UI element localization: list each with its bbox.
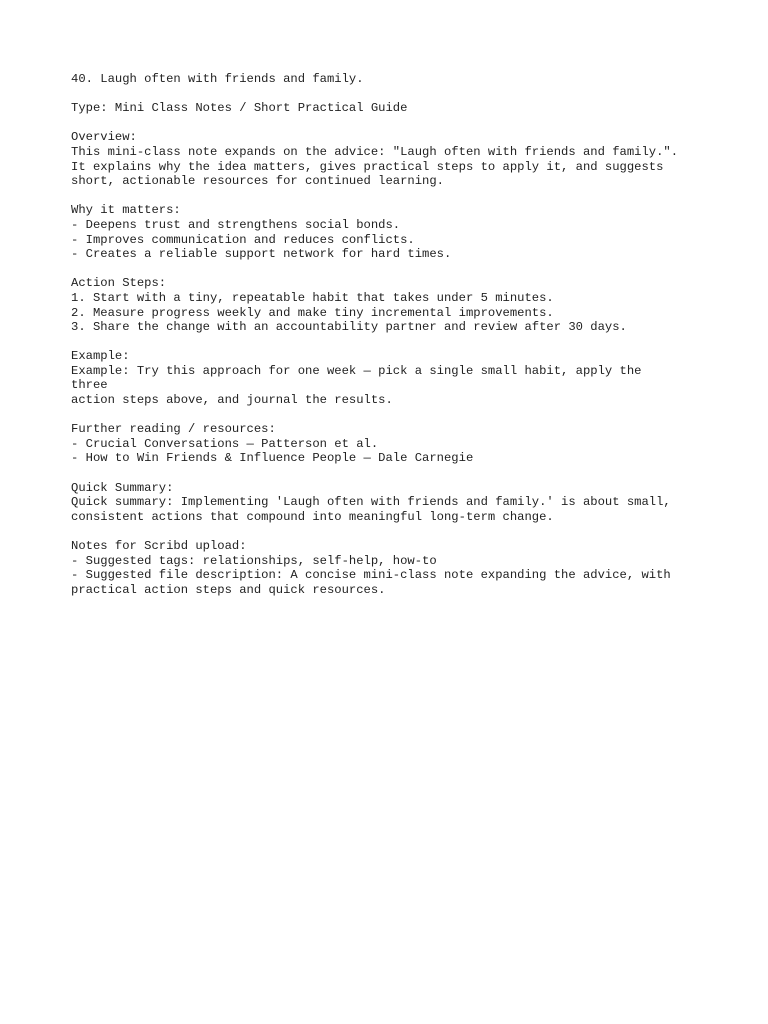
overview-line: short, actionable resources for continued learning. <box>71 174 444 189</box>
example-line: three <box>71 378 108 393</box>
blank-line <box>71 189 711 204</box>
summary-heading: Quick Summary: <box>71 480 174 495</box>
reading-item: - Crucial Conversations — Patterson et al. <box>71 436 379 451</box>
example-line: Example: Try this approach for one week — pick a single small habit, apply the <box>71 363 642 378</box>
why-item: - Improves communication and reduces conflicts. <box>71 232 415 247</box>
document-title: 40. Laugh often with friends and family. <box>71 72 364 86</box>
why-item: - Deepens trust and strengthens social bonds. <box>71 217 401 232</box>
blank-line <box>71 466 711 481</box>
document-type-line: Type: Mini Class Notes / Short Practical Guide <box>71 101 408 116</box>
example-heading: Example: <box>71 349 130 364</box>
notes-heading: Notes for Scribd upload: <box>71 539 247 553</box>
step-item: 3. Share the change with an accountability partner and review after 30 days. <box>71 320 627 335</box>
example-line: action steps above, and journal the results. <box>71 393 393 408</box>
summary-line: Quick summary: Implementing 'Laugh often with friends and family.' is about small, <box>71 495 671 510</box>
blank-line <box>71 262 711 277</box>
overview-heading: Overview: <box>71 130 137 145</box>
blank-line <box>71 524 711 539</box>
blank-line <box>71 116 711 131</box>
why-item: - Creates a reliable support network for hard times. <box>71 247 452 262</box>
reading-item: - How to Win Friends & Influence People — Dale Carnegie <box>71 451 474 466</box>
document-text <box>71 72 711 597</box>
overview-line: This mini-class note expands on the advice: "Laugh often with friends and family.". <box>71 144 679 159</box>
summary-line: consistent actions that compound into meaningful long-term change. <box>71 509 554 524</box>
notes-item: practical action steps and quick resources. <box>71 582 386 597</box>
overview-line: It explains why the idea matters, gives practical steps to apply it, and suggests <box>71 159 664 174</box>
blank-line <box>71 408 711 423</box>
steps-heading: Action Steps: <box>71 276 167 291</box>
step-item: 2. Measure progress weekly and make tiny incremental improvements. <box>71 305 554 320</box>
notes-item: - Suggested tags: relationships, self-help, how-to <box>71 553 437 568</box>
why-heading: Why it matters: <box>71 203 181 218</box>
blank-line <box>71 335 711 350</box>
notes-item: - Suggested file description: A concise mini-class note expanding the advice, with <box>71 568 671 583</box>
blank-line <box>71 87 711 102</box>
reading-heading: Further reading / resources: <box>71 422 276 437</box>
step-item: 1. Start with a tiny, repeatable habit that takes under 5 minutes. <box>71 290 554 305</box>
